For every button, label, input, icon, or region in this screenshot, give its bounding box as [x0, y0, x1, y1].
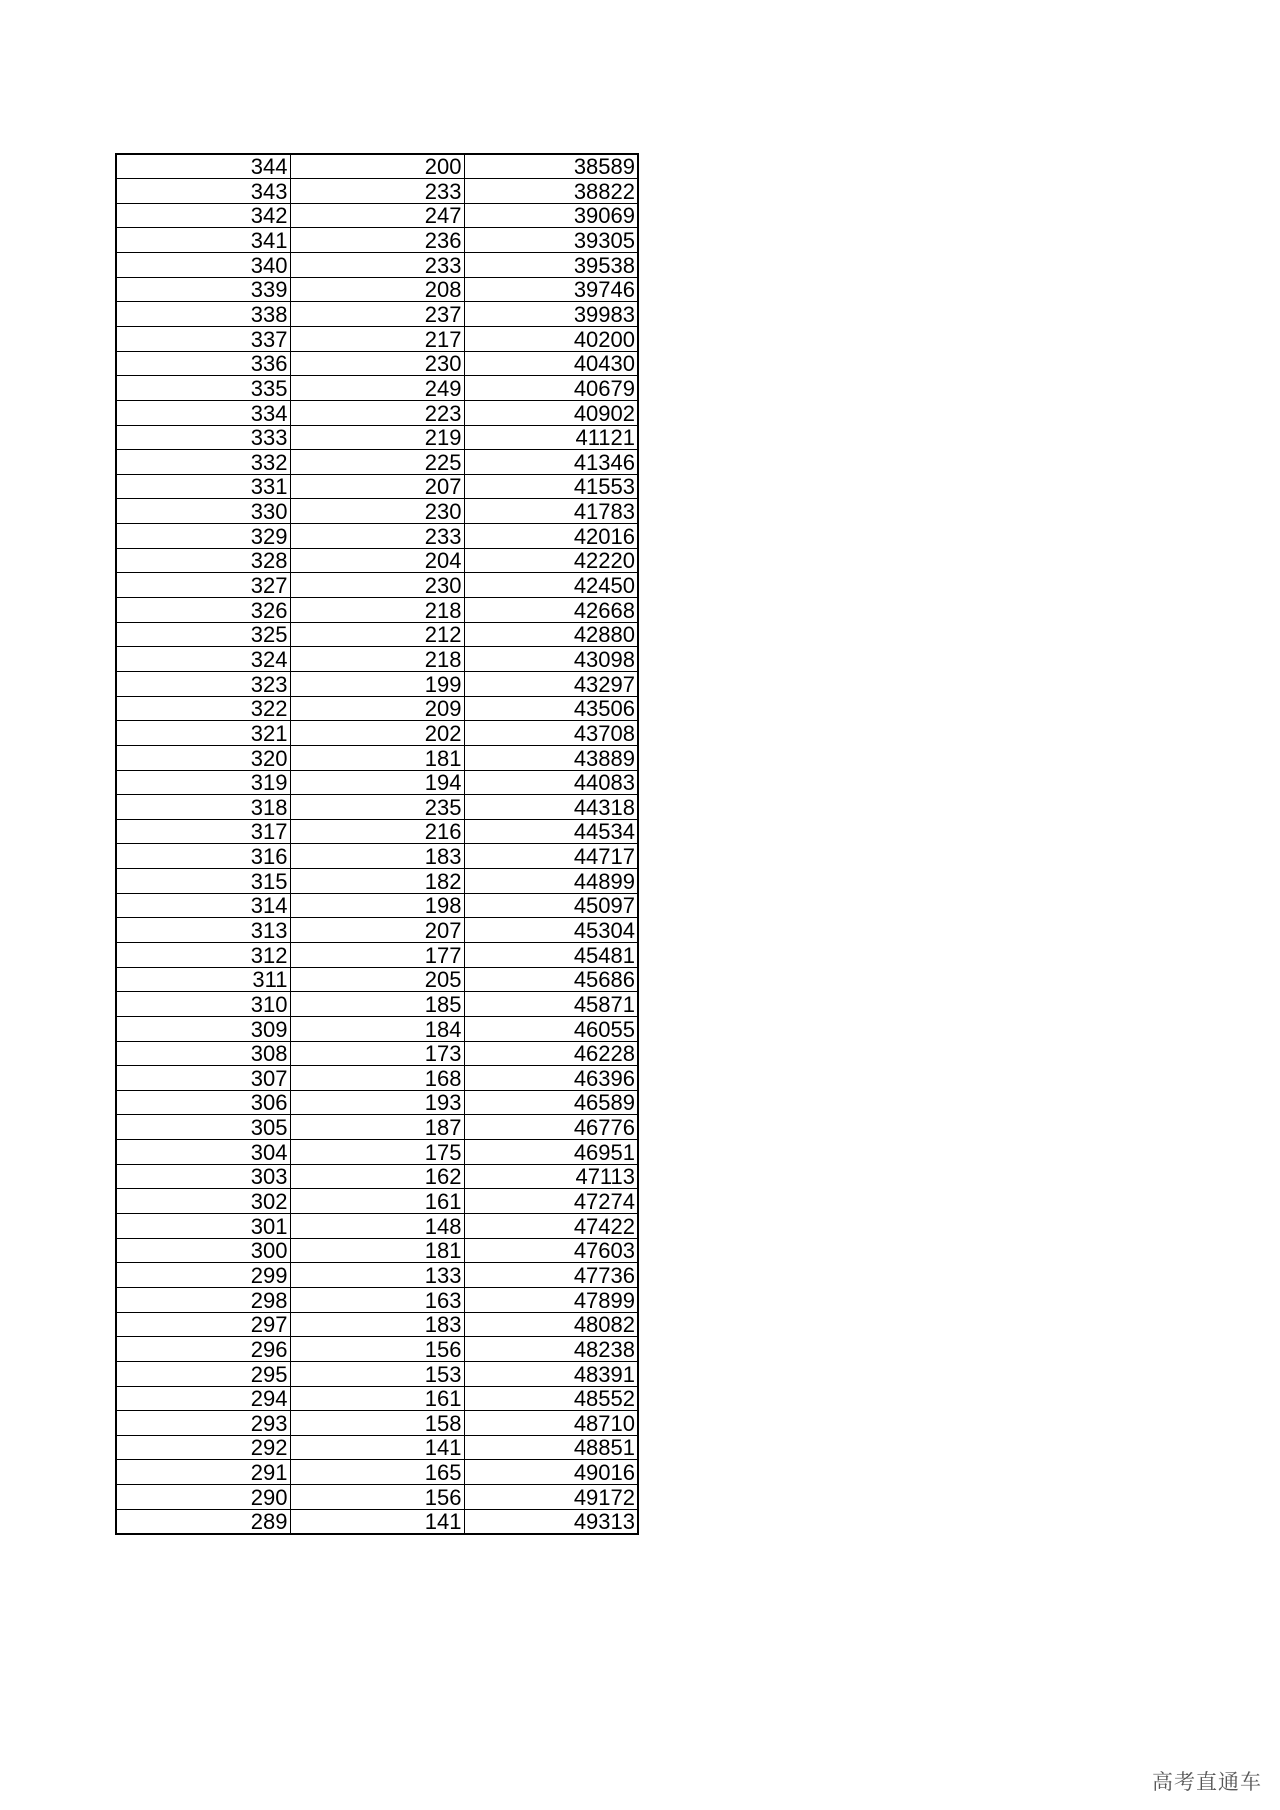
count-cell: 236: [290, 228, 464, 253]
table-row: [116, 1238, 638, 1263]
cumulative-cell: 44318: [464, 795, 638, 820]
score-cell: 323: [116, 671, 290, 696]
cumulative-cell: 45686: [464, 967, 638, 992]
count-cell: 235: [290, 795, 464, 820]
cumulative-cell: 40902: [464, 400, 638, 425]
table-row: [116, 450, 638, 475]
score-cell: 304: [116, 1140, 290, 1165]
table-row: [116, 1263, 638, 1288]
score-cell: 293: [116, 1411, 290, 1436]
cumulative-cell: 44534: [464, 819, 638, 844]
table-row: [116, 499, 638, 524]
count-cell: 163: [290, 1287, 464, 1312]
score-cell: 292: [116, 1435, 290, 1460]
table-row: [116, 1041, 638, 1066]
table-row: [116, 474, 638, 499]
table-row: [116, 1287, 638, 1312]
count-cell: 204: [290, 548, 464, 573]
cumulative-cell: 48238: [464, 1337, 638, 1362]
score-cell: 314: [116, 893, 290, 918]
score-cell: 296: [116, 1337, 290, 1362]
score-cell: 321: [116, 721, 290, 746]
cumulative-cell: 49016: [464, 1460, 638, 1485]
count-cell: 141: [290, 1435, 464, 1460]
cumulative-cell: 41346: [464, 450, 638, 475]
score-table-body: [116, 154, 638, 1534]
cumulative-cell: 45871: [464, 992, 638, 1017]
score-cell: 305: [116, 1115, 290, 1140]
count-cell: 133: [290, 1263, 464, 1288]
count-cell: 193: [290, 1090, 464, 1115]
score-cell: 312: [116, 943, 290, 968]
table-row: [116, 351, 638, 376]
table-row: [116, 1460, 638, 1485]
score-cell: 332: [116, 450, 290, 475]
cumulative-cell: 48391: [464, 1361, 638, 1386]
count-cell: 223: [290, 400, 464, 425]
cumulative-cell: 43098: [464, 647, 638, 672]
cumulative-cell: 39069: [464, 203, 638, 228]
count-cell: 185: [290, 992, 464, 1017]
count-cell: 212: [290, 622, 464, 647]
table-row: [116, 721, 638, 746]
cumulative-cell: 39983: [464, 302, 638, 327]
count-cell: 209: [290, 696, 464, 721]
count-cell: 233: [290, 524, 464, 549]
cumulative-cell: 41121: [464, 425, 638, 450]
count-cell: 187: [290, 1115, 464, 1140]
cumulative-cell: 43708: [464, 721, 638, 746]
table-row: [116, 918, 638, 943]
table-row: [116, 1016, 638, 1041]
count-cell: 177: [290, 943, 464, 968]
count-cell: 218: [290, 647, 464, 672]
cumulative-cell: 42880: [464, 622, 638, 647]
score-cell: 313: [116, 918, 290, 943]
count-cell: 247: [290, 203, 464, 228]
table-row: [116, 622, 638, 647]
score-cell: 333: [116, 425, 290, 450]
count-cell: 202: [290, 721, 464, 746]
count-cell: 158: [290, 1411, 464, 1436]
score-cell: 309: [116, 1016, 290, 1041]
cumulative-cell: 40200: [464, 326, 638, 351]
score-cell: 315: [116, 869, 290, 894]
table-row: [116, 277, 638, 302]
table-row: [116, 992, 638, 1017]
count-cell: 216: [290, 819, 464, 844]
table-row: [116, 1115, 638, 1140]
score-cell: 302: [116, 1189, 290, 1214]
count-cell: 198: [290, 893, 464, 918]
cumulative-cell: 48082: [464, 1312, 638, 1337]
score-cell: 329: [116, 524, 290, 549]
cumulative-cell: 46951: [464, 1140, 638, 1165]
score-cell: 289: [116, 1509, 290, 1534]
score-cell: 318: [116, 795, 290, 820]
cumulative-cell: 43889: [464, 745, 638, 770]
count-cell: 225: [290, 450, 464, 475]
score-cell: 316: [116, 844, 290, 869]
cumulative-cell: 43297: [464, 671, 638, 696]
score-cell: 343: [116, 179, 290, 204]
table-row: [116, 228, 638, 253]
table-row: [116, 1140, 638, 1165]
score-cell: 325: [116, 622, 290, 647]
score-cell: 324: [116, 647, 290, 672]
cumulative-cell: 42220: [464, 548, 638, 573]
cumulative-cell: 49172: [464, 1485, 638, 1510]
table-row: [116, 425, 638, 450]
score-cell: 299: [116, 1263, 290, 1288]
score-cell: 342: [116, 203, 290, 228]
table-row: [116, 1509, 638, 1534]
cumulative-cell: 40430: [464, 351, 638, 376]
count-cell: 237: [290, 302, 464, 327]
score-cell: 336: [116, 351, 290, 376]
table-row: [116, 400, 638, 425]
cumulative-cell: 47113: [464, 1164, 638, 1189]
table-row: [116, 524, 638, 549]
cumulative-cell: 48710: [464, 1411, 638, 1436]
score-cell: 328: [116, 548, 290, 573]
count-cell: 183: [290, 1312, 464, 1337]
table-row: [116, 1164, 638, 1189]
table-row: [116, 1411, 638, 1436]
table-row: [116, 1361, 638, 1386]
score-cell: 330: [116, 499, 290, 524]
score-cell: 298: [116, 1287, 290, 1312]
table-row: [116, 548, 638, 573]
cumulative-cell: 39538: [464, 253, 638, 278]
score-cell: 320: [116, 745, 290, 770]
table-row: [116, 1337, 638, 1362]
count-cell: 182: [290, 869, 464, 894]
table-row: [116, 1386, 638, 1411]
count-cell: 168: [290, 1066, 464, 1091]
cumulative-cell: 46396: [464, 1066, 638, 1091]
cumulative-cell: 42016: [464, 524, 638, 549]
count-cell: 219: [290, 425, 464, 450]
table-row: [116, 573, 638, 598]
count-cell: 148: [290, 1214, 464, 1239]
score-cell: 310: [116, 992, 290, 1017]
score-cell: 290: [116, 1485, 290, 1510]
cumulative-cell: 39305: [464, 228, 638, 253]
table-row: [116, 1435, 638, 1460]
score-cell: 306: [116, 1090, 290, 1115]
table-row: [116, 1189, 638, 1214]
cumulative-cell: 44899: [464, 869, 638, 894]
table-row: [116, 647, 638, 672]
table-row: [116, 770, 638, 795]
cumulative-cell: 43506: [464, 696, 638, 721]
cumulative-cell: 46055: [464, 1016, 638, 1041]
score-cell: 344: [116, 154, 290, 179]
score-cell: 311: [116, 967, 290, 992]
count-cell: 230: [290, 499, 464, 524]
score-cell: 301: [116, 1214, 290, 1239]
watermark-text: 高考直通车: [1152, 1770, 1262, 1794]
count-cell: 233: [290, 253, 464, 278]
score-cell: 334: [116, 400, 290, 425]
cumulative-cell: 38589: [464, 154, 638, 179]
table-row: [116, 1090, 638, 1115]
table-row: [116, 326, 638, 351]
score-cell: 335: [116, 376, 290, 401]
count-cell: 205: [290, 967, 464, 992]
table-row: [116, 967, 638, 992]
table-row: [116, 598, 638, 623]
table-row: [116, 179, 638, 204]
score-cell: 294: [116, 1386, 290, 1411]
table-row: [116, 795, 638, 820]
count-cell: 218: [290, 598, 464, 623]
score-cell: 331: [116, 474, 290, 499]
count-cell: 199: [290, 671, 464, 696]
cumulative-cell: 46228: [464, 1041, 638, 1066]
count-cell: 181: [290, 1238, 464, 1263]
table-row: [116, 745, 638, 770]
count-cell: 141: [290, 1509, 464, 1534]
count-cell: 156: [290, 1485, 464, 1510]
table-row: [116, 376, 638, 401]
count-cell: 161: [290, 1386, 464, 1411]
table-row: [116, 154, 638, 179]
count-cell: 183: [290, 844, 464, 869]
cumulative-cell: 41783: [464, 499, 638, 524]
count-cell: 165: [290, 1460, 464, 1485]
count-cell: 173: [290, 1041, 464, 1066]
count-cell: 156: [290, 1337, 464, 1362]
table-row: [116, 943, 638, 968]
count-cell: 208: [290, 277, 464, 302]
count-cell: 233: [290, 179, 464, 204]
cumulative-cell: 46776: [464, 1115, 638, 1140]
cumulative-cell: 47736: [464, 1263, 638, 1288]
count-cell: 207: [290, 474, 464, 499]
cumulative-cell: 47422: [464, 1214, 638, 1239]
table-row: [116, 253, 638, 278]
table-row: [116, 844, 638, 869]
count-cell: 230: [290, 351, 464, 376]
count-cell: 230: [290, 573, 464, 598]
score-cell: 338: [116, 302, 290, 327]
score-cell: 337: [116, 326, 290, 351]
score-cell: 295: [116, 1361, 290, 1386]
cumulative-cell: 48851: [464, 1435, 638, 1460]
count-cell: 200: [290, 154, 464, 179]
count-cell: 217: [290, 326, 464, 351]
cumulative-cell: 40679: [464, 376, 638, 401]
score-cell: 291: [116, 1460, 290, 1485]
score-cell: 303: [116, 1164, 290, 1189]
score-cell: 317: [116, 819, 290, 844]
count-cell: 194: [290, 770, 464, 795]
cumulative-cell: 45481: [464, 943, 638, 968]
cumulative-cell: 42450: [464, 573, 638, 598]
score-cell: 300: [116, 1238, 290, 1263]
cumulative-cell: 47899: [464, 1287, 638, 1312]
cumulative-cell: 45097: [464, 893, 638, 918]
score-cell: 326: [116, 598, 290, 623]
score-cell: 341: [116, 228, 290, 253]
table-row: [116, 671, 638, 696]
score-cell: 322: [116, 696, 290, 721]
cumulative-cell: 48552: [464, 1386, 638, 1411]
cumulative-cell: 41553: [464, 474, 638, 499]
count-cell: 162: [290, 1164, 464, 1189]
table-row: [116, 1066, 638, 1091]
table-row: [116, 819, 638, 844]
count-cell: 249: [290, 376, 464, 401]
cumulative-cell: 46589: [464, 1090, 638, 1115]
score-cell: 297: [116, 1312, 290, 1337]
cumulative-cell: 38822: [464, 179, 638, 204]
score-cell: 319: [116, 770, 290, 795]
count-cell: 153: [290, 1361, 464, 1386]
score-cell: 327: [116, 573, 290, 598]
table-row: [116, 302, 638, 327]
score-cell: 308: [116, 1041, 290, 1066]
count-cell: 181: [290, 745, 464, 770]
score-cell: 340: [116, 253, 290, 278]
table-row: [116, 1485, 638, 1510]
cumulative-cell: 44083: [464, 770, 638, 795]
score-table: [115, 153, 639, 1535]
table-row: [116, 893, 638, 918]
score-cell: 339: [116, 277, 290, 302]
count-cell: 207: [290, 918, 464, 943]
cumulative-cell: 42668: [464, 598, 638, 623]
table-row: [116, 203, 638, 228]
cumulative-cell: 39746: [464, 277, 638, 302]
count-cell: 184: [290, 1016, 464, 1041]
table-row: [116, 696, 638, 721]
cumulative-cell: 49313: [464, 1509, 638, 1534]
cumulative-cell: 45304: [464, 918, 638, 943]
cumulative-cell: 44717: [464, 844, 638, 869]
count-cell: 161: [290, 1189, 464, 1214]
table-row: [116, 1214, 638, 1239]
table-row: [116, 869, 638, 894]
count-cell: 175: [290, 1140, 464, 1165]
score-cell: 307: [116, 1066, 290, 1091]
table-row: [116, 1312, 638, 1337]
cumulative-cell: 47603: [464, 1238, 638, 1263]
cumulative-cell: 47274: [464, 1189, 638, 1214]
